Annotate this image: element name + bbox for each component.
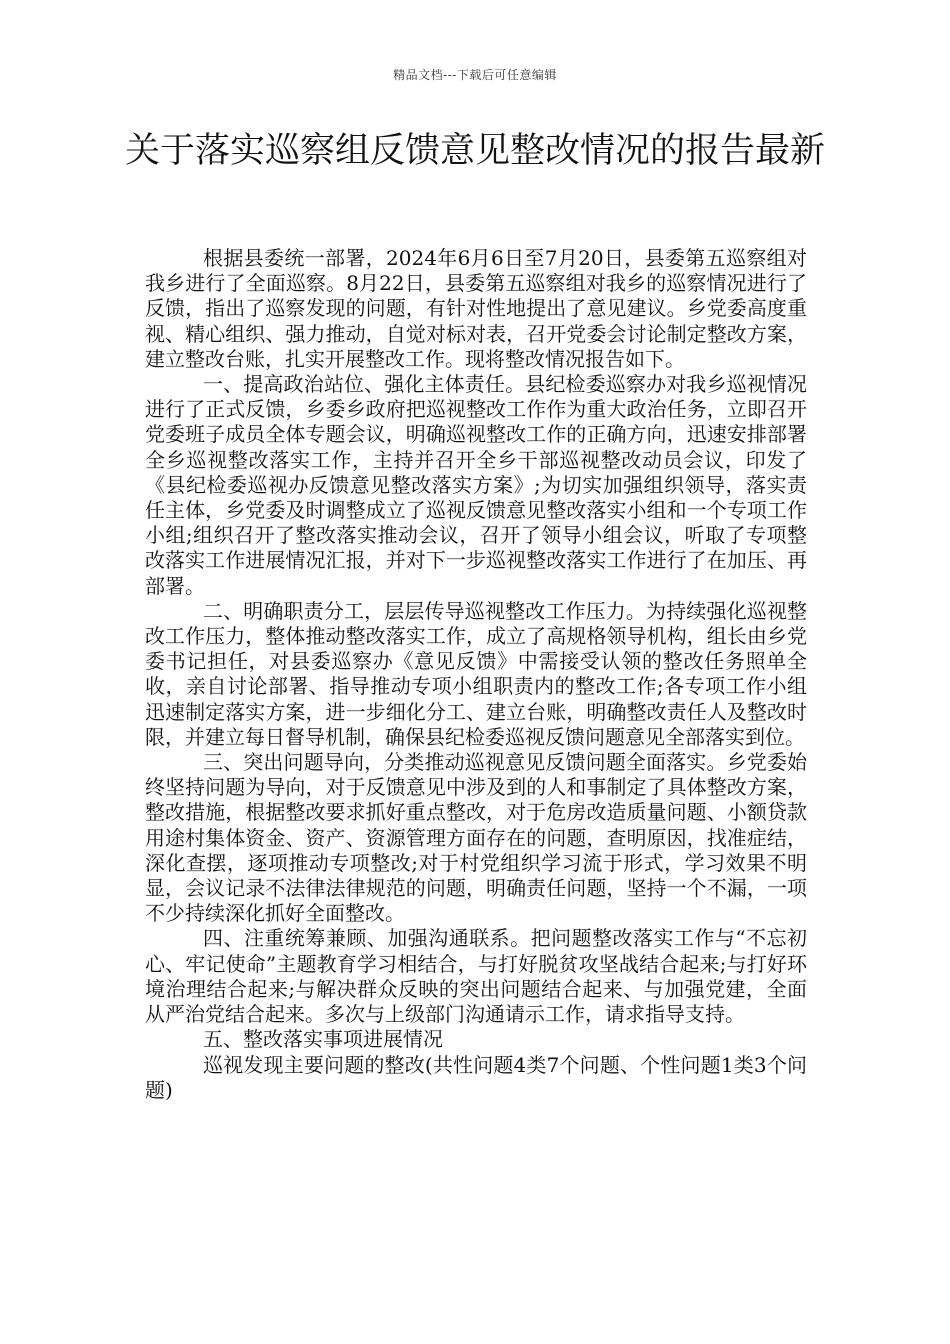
paragraph-section-1: 一、提高政治站位、强化主体责任。县纪检委巡察办对我乡巡视情况进行了正式反馈，乡委乡政府把巡视整改工作作为重大政治任务，立即召开党委班子成员全体专题会议，明确巡视整改工作的正确方向，迅速安排部署全乡巡视整改落实工作，主持并召开全乡干部巡视整改动员会议，印发了《县纪检委巡视办反馈意见整改落实方案》;为切实加强组织领导，落实责任主体，乡党委及时调整成立了巡视反馈意见整改落实小组和一个专项工作小组;组织召开了整改落实推动会议，召开了领导小组会议，听取了专项整改落实工作进展情况汇报，并对下一步巡视整改落实工作进行了在加压、再部署。 — [145, 372, 807, 598]
document-title: 关于落实巡察组反馈意见整改情况的报告最新 — [124, 131, 825, 171]
paragraph-section-2: 二、明确职责分工，层层传导巡视整改工作压力。为持续强化巡视整改工作压力，整体推动整改落实工作，成立了高规格领导机构，组长由乡党委书记担任，对县委巡察办《意见反馈》中需接受认领的整改任务照单全收，亲自讨论部署、指导推动专项小组职责内的整改工作;各专项工作小组迅速制定落实方案，进一步细化分工、建立台账，明确整改责任人及整改时限，并建立每日督导机制，确保县纪检委巡视反馈问题意见全部落实到位。 — [145, 598, 807, 749]
paragraph-section-3: 三、突出问题导向，分类推动巡视意见反馈问题全面落实。乡党委始终坚持问题为导向，对于反馈意见中涉及到的人和事制定了具体整改方案，整改措施，根据整改要求抓好重点整改，对于危房改造质量问题、小额贷款用途村集体资金、资产、资源管理方面存在的问题，查明原因，找准症结，深化查摆，逐项推动专项整改;对于村党组织学习流于形式，学习效果不明显，会议记录不法律法律规范的问题，明确责任问题，坚持一个不漏，一项不少持续深化抓好全面整改。 — [145, 750, 807, 926]
document-body — [145, 246, 807, 1103]
paragraph-rectification-summary: 巡视发现主要问题的整改(共性问题4类7个问题、个性问题1类3个问题) — [145, 1052, 807, 1102]
paragraph-section-4: 四、注重统筹兼顾、加强沟通联系。把问题整改落实工作与“不忘初心、牢记使命”主题教育学习相结合，与打好脱贫攻坚战结合起来;与打好环境治理结合起来;与解决群众反映的突出问题结合起来、与加强党建，全面从严治党结合起来。多次与上级部门沟通请示工作，请求指导支持。 — [145, 926, 807, 1027]
header-note: 精品文档---下载后可任意编辑 — [393, 68, 557, 82]
paragraph-intro: 根据县委统一部署，2024年6月6日至7月20日，县委第五巡察组对我乡进行了全面巡察。8月22日，县委第五巡察组对我乡的巡察情况进行了反馈，指出了巡察发现的问题，有针对性地提出了意见建议。乡党委高度重视、精心组织、强力推动，自觉对标对表，召开党委会讨论制定整改方案，建立整改台账，扎实开展整改工作。现将整改情况报告如下。 — [145, 246, 807, 371]
paragraph-section-5-heading: 五、整改落实事项进展情况 — [203, 1027, 443, 1052]
